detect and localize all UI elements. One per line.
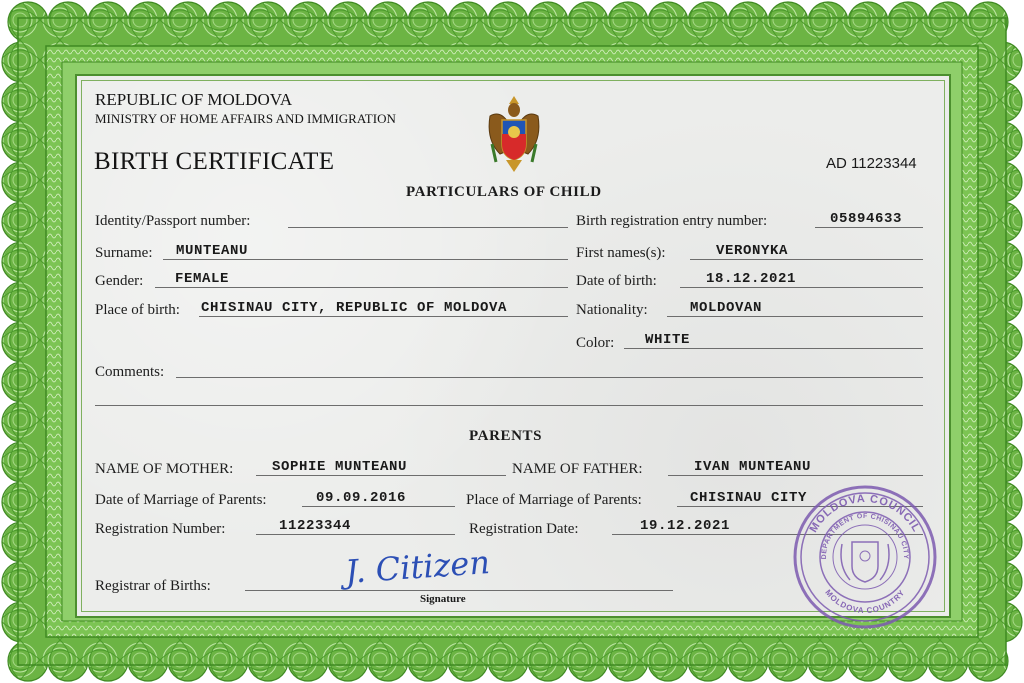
entry-number-label: Birth registration entry number:	[576, 213, 768, 229]
marriage-place-value: CHISINAU CITY	[690, 490, 808, 506]
mother-value: SOPHIE MUNTEANU	[272, 459, 408, 475]
registration-date-label: Registration Date:	[469, 521, 579, 537]
section-title-parents: PARENTS	[469, 428, 543, 444]
place-of-birth-value: CHISINAU CITY, REPUBLIC OF MOLDOVA	[201, 300, 508, 316]
first-names-label: First names(s):	[576, 245, 666, 261]
registration-number-value: 11223344	[279, 518, 352, 534]
moldova-coat-of-arms-icon	[482, 92, 546, 176]
father-value: IVAN MUNTEANU	[694, 459, 812, 475]
comments-label: Comments:	[95, 364, 165, 380]
first-names-value: VERONYKA	[716, 243, 789, 259]
color-value: WHITE	[645, 332, 691, 348]
dob-value: 18.12.2021	[706, 271, 797, 287]
gender-value: FEMALE	[175, 271, 230, 287]
registrar-label: Registrar of Births:	[95, 578, 211, 594]
stamp-bottom-text: MOLDOVA COUNTRY	[823, 587, 907, 616]
gender-label: Gender:	[95, 273, 144, 289]
identity-label: Identity/Passport number:	[95, 213, 251, 229]
marriage-place-label: Place of Marriage of Parents:	[466, 492, 642, 508]
father-label: NAME OF FATHER:	[512, 461, 643, 477]
surname-label: Surname:	[95, 245, 153, 261]
surname-value: MUNTEANU	[176, 243, 249, 259]
registration-date-value: 19.12.2021	[640, 518, 731, 534]
serial-number: AD 11223344	[826, 155, 917, 172]
official-stamp-icon	[790, 482, 940, 632]
country-heading: REPUBLIC OF MOLDOVA	[95, 90, 293, 109]
ministry-heading: MINISTRY OF HOME AFFAIRS AND IMMIGRATION	[95, 111, 396, 126]
marriage-date-value: 09.09.2016	[316, 490, 407, 506]
nationality-label: Nationality:	[576, 302, 648, 318]
document-title: BIRTH CERTIFICATE	[94, 148, 335, 175]
stamp-outer-text: MOLDOVA COUNCIL	[807, 492, 923, 535]
signature-script: J. Citizen	[343, 542, 492, 592]
section-title-child: PARTICULARS OF CHILD	[406, 184, 602, 200]
mother-label: NAME OF MOTHER:	[95, 461, 234, 477]
color-label: Color:	[576, 335, 615, 351]
place-of-birth-label: Place of birth:	[95, 302, 180, 318]
marriage-date-label: Date of Marriage of Parents:	[95, 492, 267, 508]
registration-number-label: Registration Number:	[95, 521, 226, 537]
entry-number-value: 05894633	[830, 211, 903, 227]
stamp-inner-text: DEPARTMENT OF CHISINAU CITY	[820, 512, 910, 560]
svg-text:DEPARTMENT OF CHISINAU CITY	[821, 513, 909, 559]
dob-label: Date of birth:	[576, 273, 657, 289]
nationality-value: MOLDOVAN	[690, 300, 763, 316]
signature-caption: Signature	[420, 593, 466, 605]
